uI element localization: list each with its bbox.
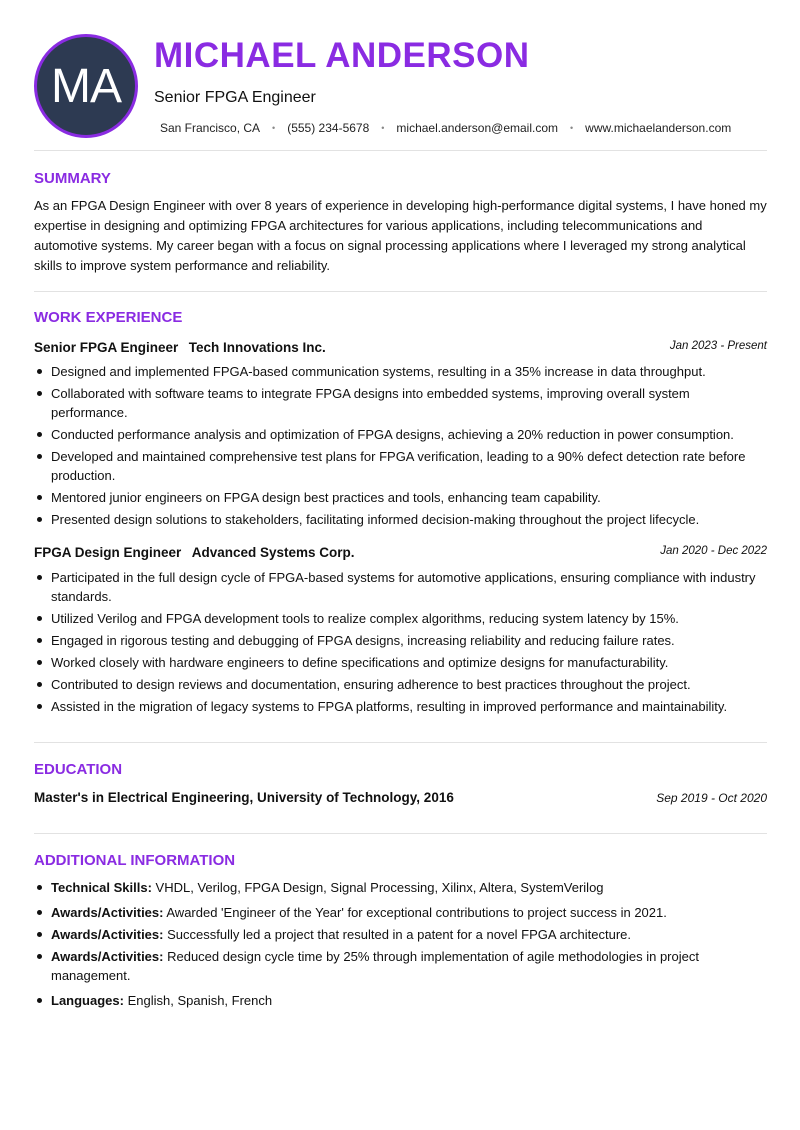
summary-heading: SUMMARY [34, 170, 111, 187]
info-label: Languages: [51, 993, 124, 1008]
job-role: Senior FPGA Engineer [34, 340, 179, 355]
contact-email[interactable]: michael.anderson@email.com [396, 121, 559, 135]
list-item: Developed and maintained comprehensive test plans for FPGA verification, leading to a 90% defect detection rate before production. [34, 447, 767, 485]
list-item: Assisted in the migration of legacy systems to FPGA platforms, resulting in improved performance and maintainability. [34, 697, 767, 716]
list-item [34, 903, 767, 922]
list-item: Utilized Verilog and FPGA development tools to realize complex algorithms, reducing system latency by 15%. [34, 609, 767, 628]
job-title: Senior FPGA Engineer [154, 89, 316, 106]
job-company: Tech Innovations Inc. [188, 340, 326, 355]
list-item: Engaged in rigorous testing and debugging of FPGA designs, increasing reliability and reducing failure rates. [34, 631, 767, 650]
info-text: Successfully led a project that resulted in a patent for a novel FPGA architecture. [167, 927, 632, 942]
summary-text: As an FPGA Design Engineer with over 8 years of experience in developing high-performance digital systems, I have honed my expertise in designing and optimizing FPGA architectures for various applications, including telecommunications and automotive systems. My career began with a focus on signal processing applications where I leveraged my strong analytical skills to improve system performance and reliability. [34, 198, 767, 273]
list-item: Collaborated with software teams to integrate FPGA designs into embedded systems, improving overall system performance. [34, 384, 767, 422]
info-label: Awards/Activities: [51, 927, 164, 942]
education-degree: Master's in Electrical Engineering, University of Technology, 2016 [34, 790, 454, 805]
contact-phone: (555) 234-5678 [287, 121, 370, 135]
divider [34, 150, 767, 151]
avatar-initials: MA [51, 59, 121, 113]
list-item: Conducted performance analysis and optimization of FPGA designs, achieving a 20% reduction in power consumption. [34, 425, 767, 444]
contact-separator: • [381, 123, 385, 133]
education-entry [34, 789, 767, 807]
list-item: Contributed to design reviews and documentation, ensuring adherence to best practices throughout the project. [34, 675, 767, 694]
divider [34, 742, 767, 743]
info-text: English, Spanish, French [127, 993, 273, 1008]
divider [34, 291, 767, 292]
info-text: Awarded 'Engineer of the Year' for exceptional contributions to project success in 2021. [166, 905, 667, 920]
job-role: FPGA Design Engineer [34, 545, 182, 560]
job-company: Advanced Systems Corp. [191, 545, 355, 560]
info-text: VHDL, Verilog, FPGA Design, Signal Processing, Xilinx, Altera, SystemVerilog [155, 880, 604, 895]
education-date: Sep 2019 - Oct 2020 [656, 791, 767, 805]
list-item [34, 991, 767, 1010]
list-item [34, 925, 767, 944]
experience-heading: WORK EXPERIENCE [34, 309, 183, 326]
job-bullets [34, 568, 767, 719]
candidate-name: MICHAEL ANDERSON [154, 36, 530, 75]
info-label: Technical Skills: [51, 880, 152, 895]
job-bullets [34, 362, 767, 532]
list-item: Participated in the full design cycle of FPGA-based systems for automotive applications, ensuring compliance with industry standards. [34, 568, 767, 606]
job-date: Jan 2020 - Dec 2022 [660, 545, 767, 557]
list-item: Presented design solutions to stakeholders, facilitating informed decision-making throughout the project lifecycle. [34, 510, 767, 529]
additional-heading: ADDITIONAL INFORMATION [34, 852, 236, 869]
list-item: Designed and implemented FPGA-based communication systems, resulting in a 35% increase in data throughput. [34, 362, 767, 381]
info-label: Awards/Activities: [51, 949, 164, 964]
contact-line [160, 121, 731, 135]
info-text: Reduced design cycle time by 25% through implementation of agile methodologies in project management. [51, 949, 699, 983]
education-heading: EDUCATION [34, 761, 123, 778]
contact-separator: • [272, 123, 276, 133]
avatar [34, 34, 138, 138]
list-item [34, 878, 767, 897]
job-header [34, 339, 767, 357]
list-item: Mentored junior engineers on FPGA design best practices and tools, enhancing team capability. [34, 488, 767, 507]
info-label: Awards/Activities: [51, 905, 164, 920]
list-item: Worked closely with hardware engineers to define specifications and optimize designs for manufacturability. [34, 653, 767, 672]
additional-list [34, 878, 767, 1013]
contact-separator: • [570, 123, 574, 133]
contact-location: San Francisco, CA [160, 121, 261, 135]
list-item [34, 947, 767, 985]
divider [34, 833, 767, 834]
job-header [34, 544, 767, 562]
job-date: Jan 2023 - Present [669, 340, 767, 352]
contact-website[interactable]: www.michaelanderson.com [585, 121, 732, 135]
